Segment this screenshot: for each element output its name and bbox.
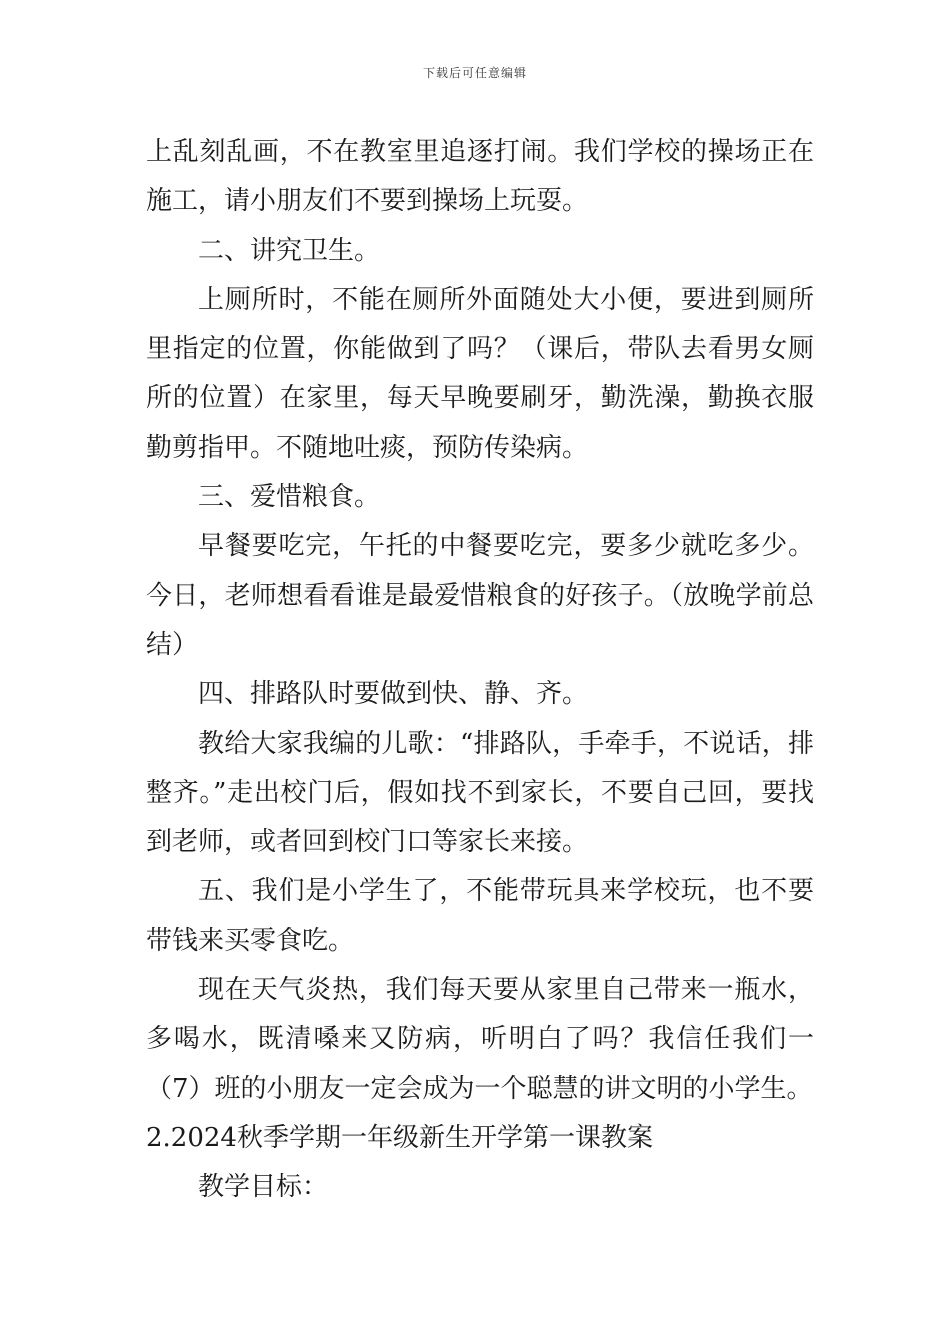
header-note: 下载后可任意编辑	[422, 66, 527, 80]
paragraph-line-up: 教给大家我编的儿歌：“排路队，手牵手，不说话，排整齐。”走出校门后，假如找不到家长，不要自己回，要找到老师，或者回到校门口等家长来接。	[146, 728, 814, 858]
heading-line-up: 四、排路队时要做到快、静、齐。	[198, 679, 589, 710]
paragraph-cherish-food: 早餐要吃完，午托的中餐要吃完，要多少就吃多少。今日，老师想看看谁是最爱惜粮食的好孩子。（放晚学前总结）	[146, 531, 814, 660]
paragraph-no-toys: 五、我们是小学生了，不能带玩具来学校玩，也不要带钱来买零食吃。	[146, 876, 814, 956]
paragraph-hygiene: 上厕所时，不能在厕所外面随处大小便，要进到厕所里指定的位置，你能做到了吗？（课后，带队去看男女厕所的位置）在家里，每天早晚要刷牙，勤洗澡，勤换衣服勤剪指甲。不随地吐痰，预防传染病。	[146, 284, 814, 463]
paragraph-drink-water: 现在天气炎热，我们每天要从家里自己带来一瓶水，多喝水，既清嗓来又防病，听明白了吗？我信任我们一（7）班的小朋友一定会成为一个聪慧的讲文明的小学生。	[146, 975, 814, 1104]
heading-hygiene: 二、讲究卫生。	[198, 235, 381, 266]
section-title-lesson-plan: 2.2024秋季学期一年级新生开学第一课教案	[146, 1122, 653, 1153]
heading-teaching-goals: 教学目标：	[198, 1172, 329, 1203]
document-body	[146, 128, 814, 1213]
heading-cherish-food: 三、爱惜粮食。	[198, 482, 381, 513]
paragraph-safety-continued: 上乱刻乱画，不在教室里追逐打闹。我们学校的操场正在施工，请小朋友们不要到操场上玩耍。	[146, 137, 814, 217]
